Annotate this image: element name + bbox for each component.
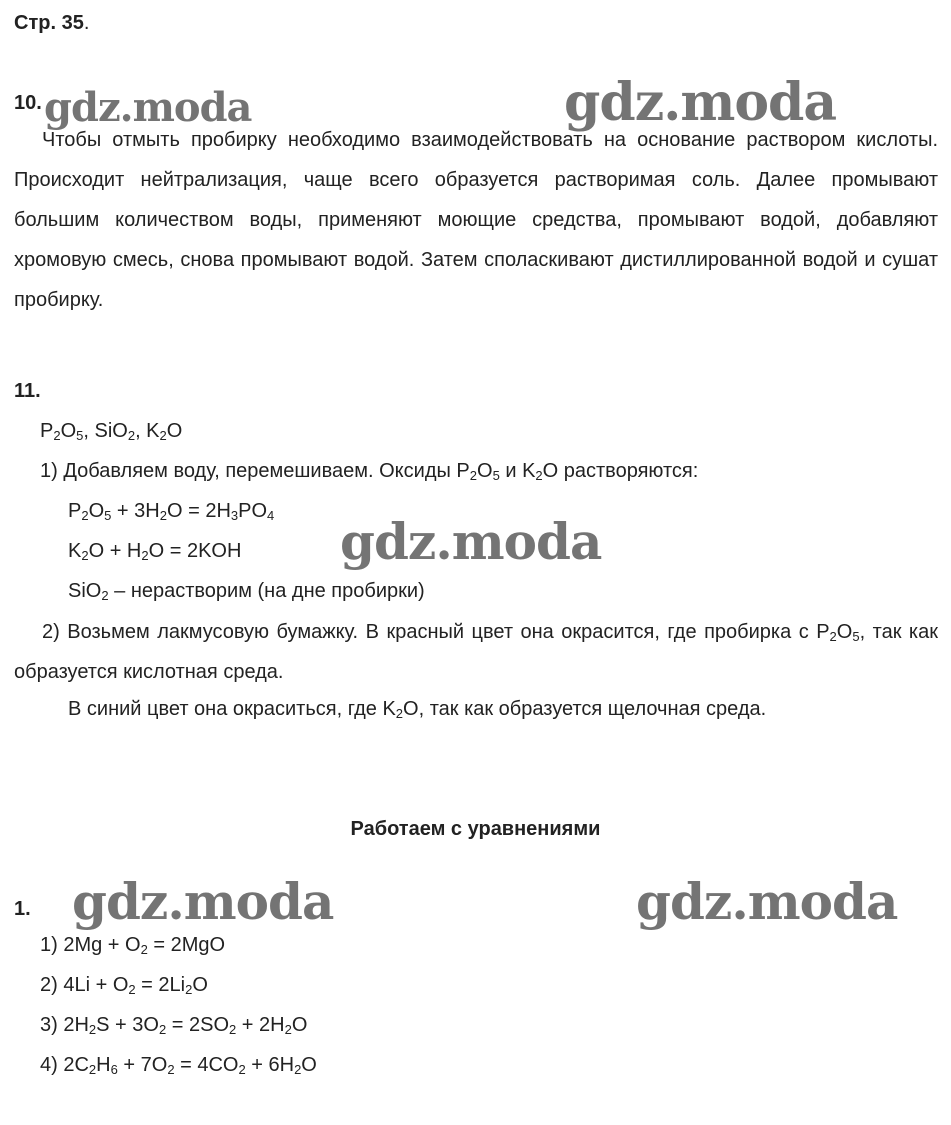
equations-task-number: 1. (14, 898, 31, 920)
page-label-text: Стр. 35 (14, 12, 84, 34)
watermark: gdz.moda (72, 872, 334, 931)
step-1: 1) Добавляем воду, перемешиваем. Оксиды $P_2O_5$ и $K_2O$ растворяются: (40, 460, 699, 483)
watermark: gdz.moda (340, 512, 602, 571)
equation-p2o5: $P_2O_5 + 3H_2O = 2H_3PO_4$ (68, 500, 275, 523)
watermark: gdz.moda (564, 72, 837, 133)
page-label-dot: . (83, 12, 90, 34)
step-2-text: 2) Возьмем лакмусовую бумажку. В красный цвет она окрасится, где пробирка с $P_2O_5$, так как образуется кислотная среда. (14, 621, 938, 683)
task-11-number: 11. (14, 380, 41, 402)
equation-item: 3) $2H_2S + 3O_2 = 2SO_2 + 2H_2O$ (40, 1014, 308, 1037)
equation-item: 2) $4Li + O_2 = 2Li_2O$ (40, 974, 208, 997)
step-2b: В синий цвет она окраситься, где $K_2O$, так как образуется щелочная среда. (68, 698, 767, 721)
oxides-list: $P_2O_5$, SiO$_2$, $K_2O$ (40, 420, 183, 443)
watermark: gdz.moda (44, 84, 252, 131)
page-label (14, 12, 89, 35)
task-10-paragraph: Чтобы отмыть пробирку необходимо взаимодействовать на основание раствором кислоты. Происходит нейтрализация, чаще всего образуется растворимая соль. Далее промывают большим количеством воды, применяют моющие средства, промывают водой, добавляют хромовую смесь, снова промывают водой. Затем споласкивают дистиллированной водой и сушат пробирку. (14, 129, 938, 311)
equation-item: 4) $2C_2H_6 + 7O_2 = 4CO_2 + 6H_2O$ (40, 1054, 317, 1077)
task-10-number: 10. (14, 92, 42, 114)
equation-k2o: $K_2O + H_2O = 2KOH$ (68, 540, 242, 563)
task-10-text (14, 120, 938, 320)
section-title: Работаем с уравнениями (350, 818, 601, 840)
step-2 (14, 612, 938, 692)
watermark: gdz.moda (636, 872, 898, 931)
equation-item: 1) $2Mg + O_2 = 2MgO$ (40, 934, 226, 957)
equation-sio2: SiO$_2$ – нерастворим (на дне пробирки) (68, 580, 425, 603)
